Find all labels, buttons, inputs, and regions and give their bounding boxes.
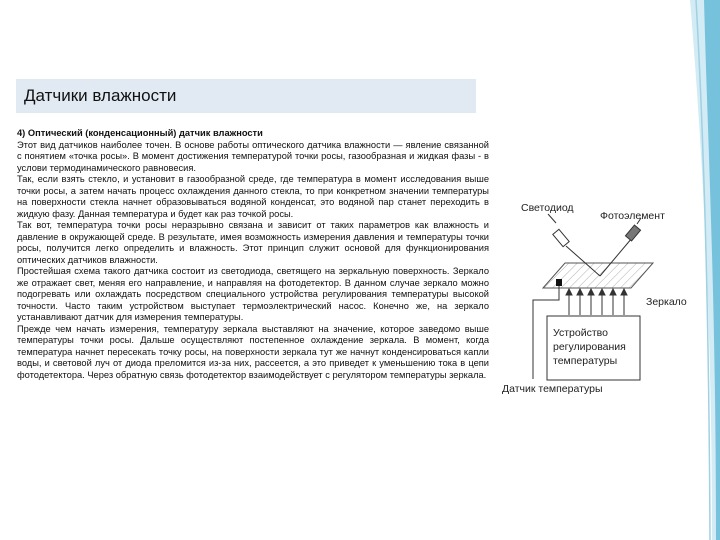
- regulator-label-line3: температуры: [553, 355, 618, 367]
- paragraph-3: Так вот, температура точки росы неразрывно связана и зависит от таких параметров как влажность и давление в окружающей среде. В результате, имея возможность измерения давления и температуры точки росы, получится легко определить и влажность. Этот принцип служит основой для функционирования оптических датчиков влажности.: [17, 220, 489, 265]
- led-icon: [548, 214, 569, 247]
- regulator-label-line1: Устройство: [553, 327, 608, 339]
- paragraph-5: Прежде чем начать измерения, температуру зеркала выставляют на значение, которое заведомо выше температуры точки росы. Дальше осуществляют постепенное охлаждение зеркала. В момент, когда температура начнет пересекать точку росы, на поверхности зеркала тут же начнут конденсироваться капли воды, и световой луч от диода преломится из-за них, рассеется, а это приведет к уменьшению тока в цепи фотодетектора. Через обратную связь фотодетектор взаимодействует с регулятором температуры зеркала.: [17, 323, 489, 380]
- photo-element-label: Фотоэлемент: [600, 210, 665, 222]
- led-label: Светодиод: [521, 202, 574, 214]
- regulator-label-line2: регулирования: [553, 341, 626, 353]
- section-heading: 4) Оптический (конденсационный) датчик влажности: [17, 128, 263, 138]
- slide-title: Датчики влажности: [24, 86, 177, 105]
- mirror-label: Зеркало: [646, 296, 687, 308]
- temperature-sensor-icon: [556, 279, 562, 286]
- heat-arrows: [566, 289, 627, 315]
- paragraph-2: Так, если взять стекло, и установит в газообразной среде, где температура в момент исследования выше точки росы, а затем начать процесс охлаждения данного стекла, то при конкретном значении температуры на поверхности стекла начнет образовываться водяной конденсат, это водяной пар станет переходить в жидкую фазу. Данная температура и будет как раз точкой росы.: [17, 174, 489, 219]
- temperature-sensor-label: Датчик температуры: [502, 383, 603, 395]
- paragraph-4: Простейшая схема такого датчика состоит из светодиода, светящего на зеркальную поверхность. Зеркало же отражает свет, меняя его направление, и направляя на фотодетектор. В данном случае зеркало можно подогревать или охлаждать посредством специального устройства регулирования температуры высокой точности. Часто таким устройством выступает термоэлектрический насос. Конечно же, на зеркало устанавливают датчик для измерения температуры.: [17, 266, 489, 322]
- paragraph-1: Этот вид датчиков наиболее точен. В основе работы оптического датчика влажности — явление связанной с понятием «точка росы». В момент достижения температурой точки росы, газообразная и жидкая фазы - в услови термодинамического равновесия.: [17, 139, 489, 173]
